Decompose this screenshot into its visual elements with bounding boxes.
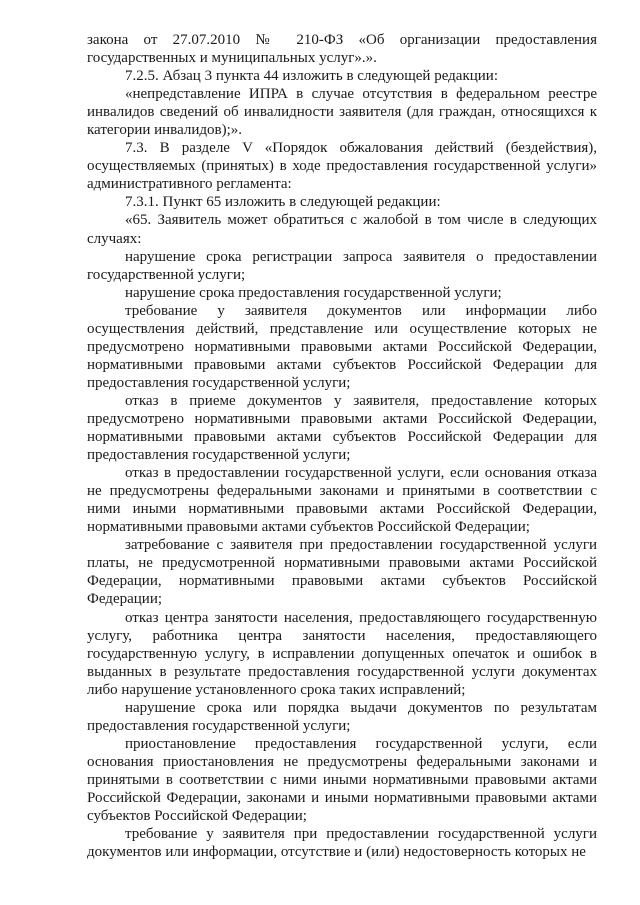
- list-item-registration-deadline: нарушение срока регистрации запроса заявителя о предоставлении государственной услуги;: [87, 248, 597, 283]
- paragraph-7-3: 7.3. В разделе V «Порядок обжалования действий (бездействия), осуществляемых (принятых) в ходе предоставления государственной услуги» административного регламента:: [87, 140, 597, 193]
- list-item-correction-refusal: отказ центра занятости населения, предоставляющего государственную услугу, работника центра занятости населения, предоставляющего государственную услугу, в исправлении допущенных опечаток и ошибок в выданных в результате предоставления государственной услуги документах либо нарушение установленного срока таких исправлений;: [87, 609, 597, 698]
- list-item-suspension: приостановление предоставления государственной услуги, если основания приостановления не предусмотрены федеральными законами и принятыми в соответствии с ними иными нормативными правовыми актами Российской Федерации, законами и иными нормативными правовыми актами субъектов Российской Федерации;: [87, 735, 597, 825]
- paragraph-ipra-clause: «непредставление ИПРА в случае отсутствия в федеральном реестре инвалидов сведений об инвалидности заявителя (для граждан, относящихся к категории инвалидов);».: [87, 86, 597, 139]
- list-item-service-refusal: отказ в предоставлении государственной услуги, если основания отказа не предусмотрены федеральными законами и принятыми в соответствии с ними иными нормативными правовыми актами Российской Федерации, нормативными правовыми актами субъектов Российской Федерации;: [87, 465, 597, 536]
- list-item-unreliable-documents: требование у заявителя при предоставлении государственной услуги документов или информации, отсутствие и (или) недостоверность которых не: [87, 826, 597, 861]
- list-item-service-deadline: нарушение срока предоставления государственной услуги;: [125, 284, 502, 301]
- paragraph-law-reference-continuation: закона от 27.07.2010 № 210-ФЗ «Об организации предоставления государственных и муниципальных услуг».».: [87, 32, 597, 67]
- list-item-fee-demand: затребование с заявителя при предоставлении государственной услуги платы, не предусмотренной нормативными правовыми актами Российской Федерации, нормативными правовыми актами субъектов Российской Федерации;: [87, 537, 597, 608]
- list-item-issuance-violation: нарушение срока или порядка выдачи документов по результатам предоставления государственной услуги;: [87, 699, 597, 734]
- paragraph-7-2-5: 7.2.5. Абзац 3 пункта 44 изложить в следующей редакции:: [125, 68, 499, 85]
- paragraph-65-intro: «65. Заявитель может обратиться с жалобой в том числе в следующих случаях:: [87, 212, 597, 247]
- paragraph-7-3-1: 7.3.1. Пункт 65 изложить в следующей редакции:: [125, 194, 441, 211]
- document-body: [87, 31, 597, 861]
- list-item-document-refusal: отказ в приеме документов у заявителя, предоставление которых предусмотрено нормативными правовыми актами Российской Федерации, нормативными правовыми актами субъектов Российской Федерации для предоставления государственной услуги;: [87, 392, 597, 464]
- list-item-document-requirement: требование у заявителя документов или информации либо осуществления действий, представление или осуществление которых не предусмотрено нормативными правовыми актами Российской Федерации, нормативными правовыми актами субъектов Российской Федерации для предоставления государственной услуги;: [87, 302, 597, 391]
